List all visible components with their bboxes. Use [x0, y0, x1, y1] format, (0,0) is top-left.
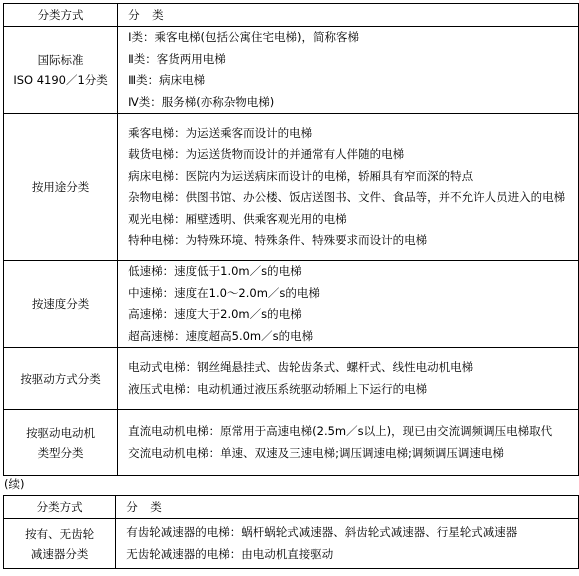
category-line: 按用途分类 [31, 180, 90, 194]
row-items [118, 27, 579, 114]
list-item: 高速梯：速度大于2.0m／s的电梯 [128, 307, 302, 321]
category-line: 按驱动电动机 [26, 425, 96, 440]
continued-label: (续) [4, 477, 25, 491]
list-item: Ⅱ类：客货两用电梯 [128, 51, 226, 66]
list-item: 低速梯：速度低于1.0m／s的电梯 [128, 264, 302, 278]
list-item: 杂物电梯：供图书馆、办公楼、饭店送图书、文件、食品等，并不允许人员进入的电梯 [128, 190, 566, 204]
list-item: 观光电梯：厢壁透明、供乘客观光用的电梯 [128, 211, 347, 226]
category-line: 按驱动方式分类 [20, 371, 101, 386]
list-item: 无齿轮减速器的电梯：由电动机直接驱动 [126, 546, 334, 561]
category-line: ISO 4190／1分类 [13, 73, 108, 87]
table-row [4, 27, 579, 114]
elevator-classification-table [3, 3, 579, 476]
table-row [4, 114, 579, 261]
list-item: 交流电动机电梯：单速、双速及三速电梯;调压调速电梯;调频调压调速电梯 [128, 445, 504, 460]
row-items [118, 348, 579, 410]
list-item: Ⅲ类：病床电梯 [128, 73, 206, 87]
list-item: 直流电动机电梯：原常用于高速电梯(2.5m／s以上)，现已由交流调频调压电梯取代 [128, 424, 553, 438]
table-row [4, 410, 579, 476]
list-item: 载货电梯：为运送货物而设计的并通常有人伴随的电梯 [128, 147, 405, 161]
row-category [4, 348, 118, 410]
header-classification-method: 分类方式 [4, 4, 118, 27]
category-line: 国际标准 [37, 53, 84, 67]
header-classification: 分 类 [118, 4, 579, 27]
list-item: 有齿轮减速器的电梯：蜗杆蜗轮式减速器、斜齿轮式减速器、行星轮式减速器 [126, 525, 518, 539]
row-category [4, 27, 118, 114]
row-items [116, 519, 579, 569]
elevator-classification-table-continued [3, 495, 579, 569]
row-category [4, 410, 118, 476]
row-category [4, 261, 118, 348]
list-item: 液压式电梯：电动机通过液压系统驱动轿厢上下运行的电梯 [128, 381, 428, 396]
list-item: Ⅳ类：服务梯(亦称杂物电梯) [128, 94, 275, 109]
table-header-row [4, 496, 579, 519]
list-item: 超高速梯：速度超高5.0m／s的电梯 [128, 328, 314, 343]
row-items [118, 261, 579, 348]
list-item: 特种电梯：为特殊环境、特殊条件、特殊要求而设计的电梯 [128, 233, 428, 247]
row-items [118, 114, 579, 261]
row-category [4, 114, 118, 261]
category-line: 减速器分类 [30, 546, 89, 561]
list-item: Ⅰ类：乘客电梯(包括公寓住宅电梯)，简称客梯 [128, 30, 360, 44]
header-classification-method: 分类方式 [4, 496, 116, 519]
list-item: 中速梯：速度在1.0～2.0m／s的电梯 [128, 285, 320, 300]
list-item: 电动式电梯：钢丝绳悬挂式、齿轮齿条式、螺杆式、线性电动机电梯 [128, 360, 474, 374]
table-row [4, 348, 579, 410]
category-line: 按速度分类 [31, 297, 90, 311]
category-line: 类型分类 [37, 445, 84, 460]
table-row [4, 261, 579, 348]
category-line: 按有、无齿轮 [25, 526, 95, 541]
table-header-row [4, 4, 579, 27]
list-item: 病床电梯：医院内为运送病床而设计的电梯，轿厢具有窄而深的特点 [128, 168, 474, 183]
header-classification: 分 类 [116, 496, 579, 519]
row-category [4, 519, 116, 569]
table-row [4, 519, 579, 569]
row-items [118, 410, 579, 476]
list-item: 乘客电梯：为运送乘客而设计的电梯 [128, 125, 313, 140]
